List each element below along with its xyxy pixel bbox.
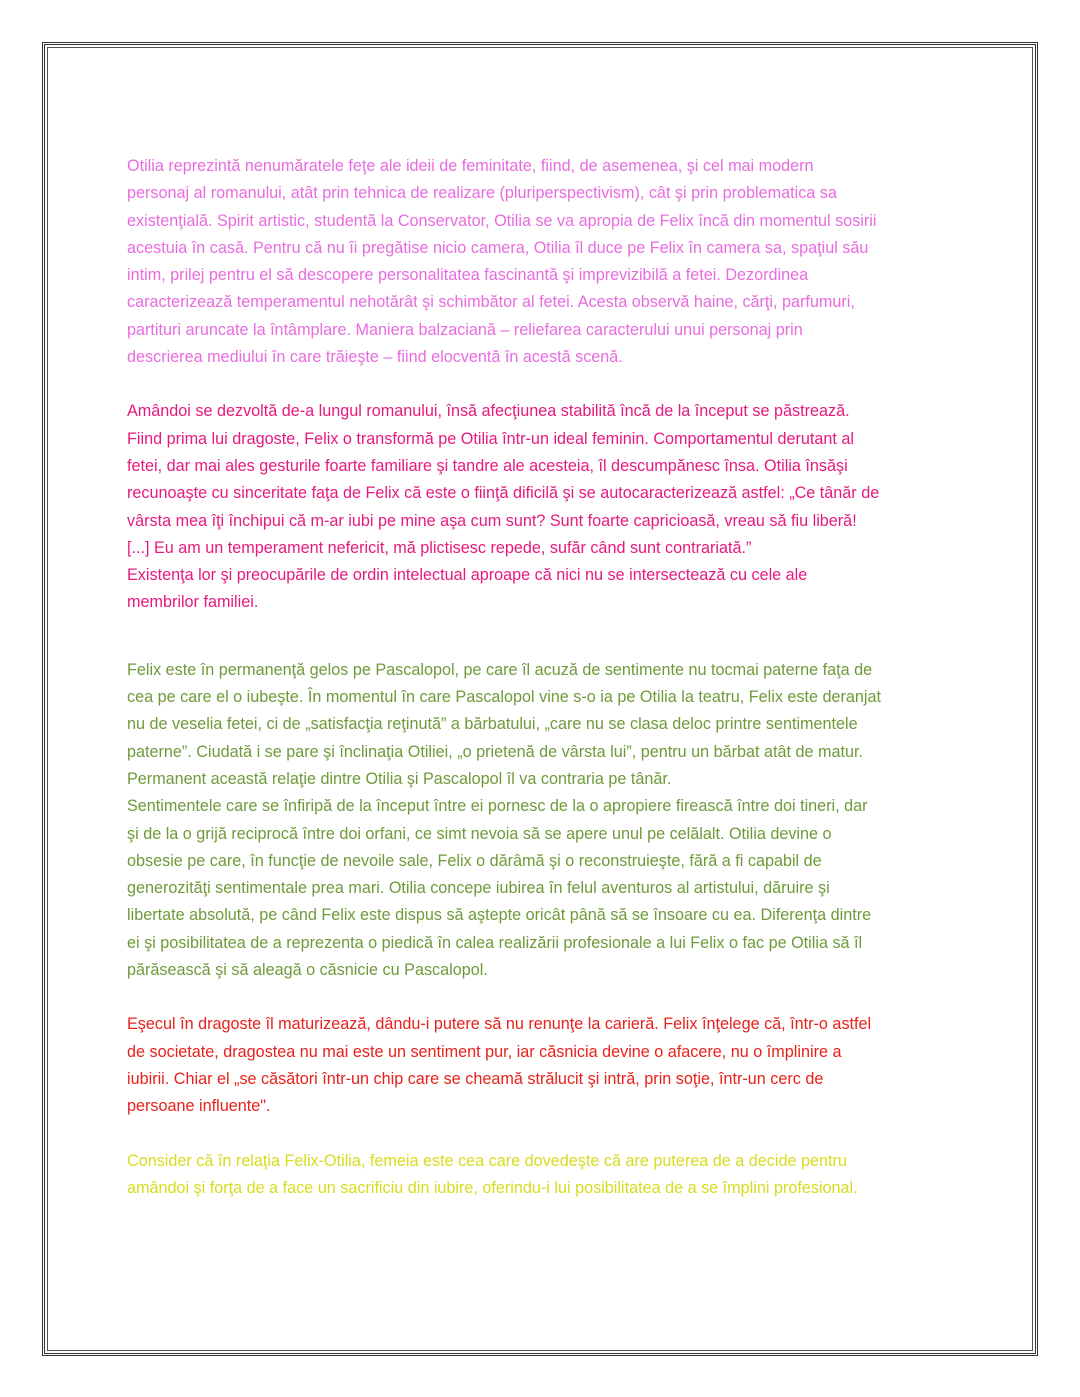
paragraph-relationship-evolution: Amândoi se dezvoltă de-a lungul romanului, însă afecţiunea stabilită încă de la început se păstrează. Fiind prima lui dragoste, Felix o transformă pe Otilia într-un ideal feminin. Comportamentul derutant al fetei, dar mai ales gesturile foarte familiare şi tandre ale acesteia, îl descumpănesc însa. Otilia însăşi recunoaşte cu sinceritate faţa de Felix că este o fiinţă dificilă şi se autocaracterizează astfel: „Ce tânăr de vârsta mea îţi închipui că m-ar iubi pe mine aşa cum sunt? Sunt foarte capricioasă, vreau să fiu liberă! [...] Eu am un temperament nefericit, mă plictisesc repede, sufăr când sunt contrariată.” Existenţa lor şi preocupările de ordin intelectual aproape că nici nu se intersectează cu cele ale membrilor familiei. bbox=[127, 402, 880, 612]
paragraph-pascalopol-jealousy: Felix este în permanenţă gelos pe Pascalopol, pe care îl acuză de sentimente nu tocmai paterne faţa de cea pe care el o iubeşte. În momentul în care Pascalopol vine s-o ia pe Otilia la teatru, Felix este deranjat nu de veselia fetei, ci de „satisfacţia reţinută” a bărbatului, „care nu se clasa deloc printre sentimentele paterne”. Ciudată i se pare şi înclinaţia Otiliei, „o prietenă de vârsta lui”, pentru un bărbat atât de matur. Permanent această relaţie dintre Otilia şi Pascalopol îl va contraria pe tânăr. Sentimentele care se înfiripă de la început între ei pornesc de la o apropiere firească între doi tineri, dar şi de la o grijă reciprocă între doi orfani, ce simt nevoia să se apere unul pe celălalt. Otilia devine o obsesie pe care, în funcţie de nevoile sale, Felix o dărâmă şi o reconstruieşte, fără a fi capabil de generozităţi sentimentale prea mari. Otilia concepe iubirea în felul aventuros al artistului, dăruire şi libertate absolută, pe când Felix este dispus să aştepte oricât până să se însoare cu ea. Diferenţa dintre ei şi posibilitatea de a reprezenta o piedică în calea realizării profesionale a lui Felix o fac pe Otilia să îl părăsească şi să aleagă o căsnicie cu Pascalopol. bbox=[127, 660, 882, 980]
document-body bbox=[127, 153, 957, 1202]
paragraph-love-failure: Eşecul în dragoste îl maturizează, dându-i putere să nu renunţe la carieră. Felix înţelege că, într-o astfel de societate, dragostea nu mai este un sentiment pur, iar căsnicia devine o afacere, nu o împlinire a iubirii. Chiar el „se căsători într-un chip care se cheamă strălucit şi intră, prin soţie, într-un cerc de persoane influente". bbox=[127, 1015, 872, 1116]
paragraph-intro-otilia: Otilia reprezintă nenumăratele feţe ale ideii de feminitate, fiind, de asemenea, şi cel mai modern personaj al romanului, atât prin tehnica de realizare (pluriperspectivism), cât şi prin problematica sa existenţială. Spirit artistic, studentă la Conservator, Otilia se va apropia de Felix încă din momentul sosirii acestuia în casă. Pentru că nu îi pregătise nicio camera, Otilia îl duce pe Felix în camera sa, spaţiul său intim, prilej pentru el să descopere personalitatea fascinantă şi imprevizibilă a fetei. Dezordinea caracterizează temperamentul nehotărât şi schimbător al fetei. Acesta observă haine, cărţi, parfumuri, partituri aruncate la întâmplare. Maniera balzaciană – reliefarea caracterului unui personaj prin descrierea mediului în care trăieşte – fiind elocventă în acestă scenă. bbox=[127, 157, 877, 367]
paragraph-conclusion: Consider că în relaţia Felix-Otilia, femeia este cea care dovedeşte că are puterea de a decide pentru amândoi şi forţa de a face un sacrificiu din iubire, oferindu-i lui posibilitatea de a se împlini profesional. bbox=[127, 1151, 858, 1197]
